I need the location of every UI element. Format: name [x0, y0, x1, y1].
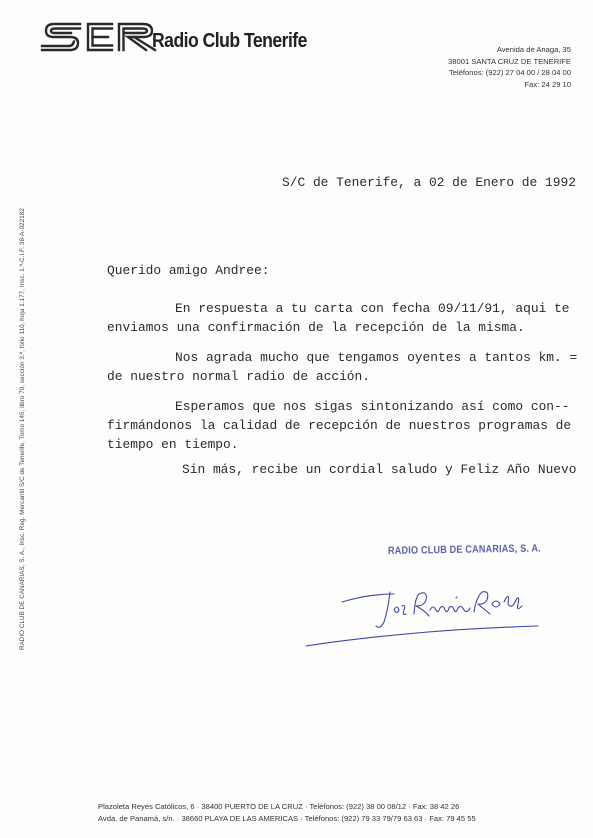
- company-stamp: RADIO CLUB DE CANARIAS, S. A.: [387, 542, 542, 557]
- body-line: de nuestro normal radio de acción.: [107, 369, 371, 384]
- letter-greeting: Querido amigo Andree:: [107, 263, 270, 278]
- body-line: enviamos una confirmación de la recepción de la misma.: [107, 320, 525, 335]
- registry-note: RADIO CLUB DE CANARIAS, S. A., Insc. Reg. Mercantil S/C de Tenerife, Tomo 145, libro 70, sección 3.ª, folio 110, hoja 1.177, Insc. 1.ª-C.I.F. 38-A-022182: [19, 208, 26, 650]
- letter-closing: Sin más, recibe un cordial saludo y Feliz Año Nuevo: [182, 462, 577, 477]
- body-line: En respuesta a tu carta con fecha 09/11/91, aqui te: [175, 301, 570, 316]
- body-paragraph: [107, 348, 577, 386]
- letterhead-address: [448, 44, 571, 90]
- footer-addresses: [98, 801, 476, 825]
- body-line: Nos agrada mucho que tengamos oyentes a tantos km. =: [175, 350, 578, 365]
- address-line: Teléfonos: (922) 27 04 00 / 28 04 00: [448, 68, 571, 77]
- letter-body: [107, 299, 577, 465]
- body-line: firmándonos la calidad de recepción de nuestros programas de: [107, 418, 572, 433]
- footer-line: Avda. de Panamá, s/n. · 38660 PLAYA DE LAS AMERICAS · Teléfonos: (922) 79 33 79/79 63 63 · Fax: 79 45 55: [98, 814, 476, 823]
- body-paragraph: [107, 299, 577, 337]
- body-line: tiempo en tiempo.: [107, 437, 239, 452]
- address-line: Avenida de Anaga, 35: [496, 45, 571, 54]
- ser-logo: [40, 20, 158, 54]
- footer-line: Plazoleta Reyes Católicos, 6 · 38400 PUERTO DE LA CRUZ · Teléfonos: (922) 38 00 08/12 · Fax: 38 42 26: [98, 802, 460, 811]
- address-line: 38001 SANTA CRUZ DE TENERIFE: [448, 56, 571, 66]
- body-paragraph: [107, 397, 577, 454]
- body-line: Esperamos que nos sigas sintonizando así como con--: [175, 399, 570, 414]
- handwritten-signature: [298, 570, 543, 655]
- brand-name: Radio Club Tenerife: [152, 30, 307, 52]
- letter-date: S/C de Tenerife, a 02 de Enero de 1992: [282, 175, 576, 190]
- address-line: Fax: 24 29 10: [524, 79, 571, 89]
